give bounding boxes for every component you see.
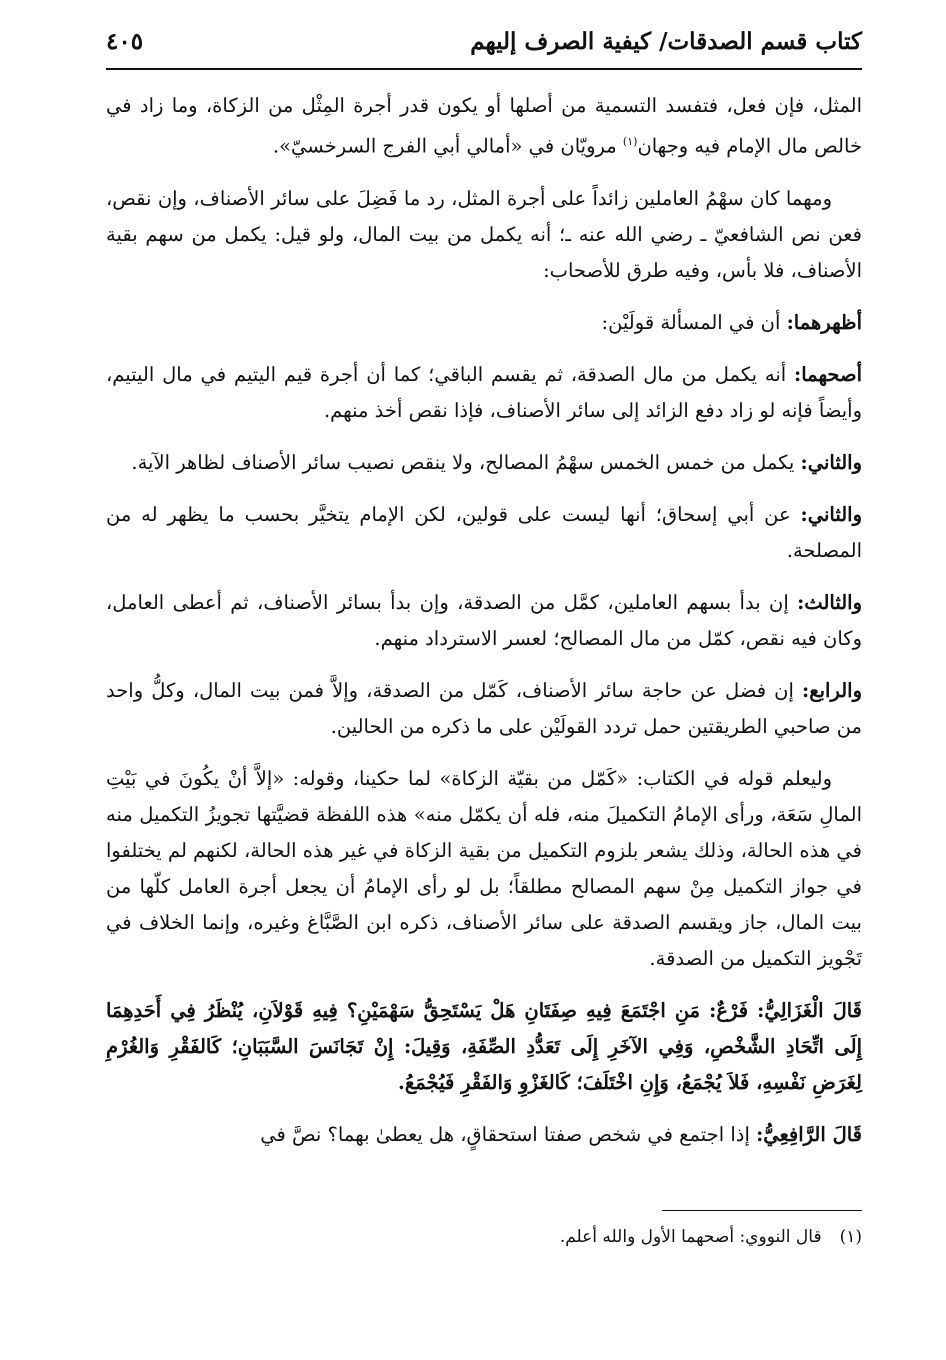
- paragraph-4: [106, 357, 862, 429]
- paragraph-text: فَرْعٌ: مَنِ اجْتَمَعَ فِيهِ صِفَتَانِ هَلْ يَسْتَحِقُّ سَهْمَيْنِ؟ فِيهِ قَوْلاَنِ، يُنْظَرُ فِي أَحَدِهِمَا إِلَى اتِّحَادِ الشَّخْصِ، وَفِي الآخَرِ إِلَى تَعَدُّدِ الصِّفَةِ، وَقِيلَ: إِنْ تَجَانَسَ السَّبَبَانِ؛ كَالفَقْرِ وَالغُرْمِ لِغَرَضِ نَفْسِهِ، فَلاَ يُجْمَعُ، وَإِنِ اخْتَلَفَ؛ كَالغَزْوِ وَالفَقْرِ فَيُجْمَعُ.: [106, 998, 862, 1094]
- page-number: ٤٠٥: [106, 28, 144, 55]
- paragraph-text: أن في المسألة قولَيْن:: [601, 310, 787, 334]
- paragraph-label: قَالَ الْغَزَالِيُّ:: [757, 998, 863, 1022]
- page-header: [106, 26, 862, 70]
- paragraph-3: [106, 305, 862, 341]
- paragraph-text: إن بدأ بسهم العاملين، كمَّل من الصدقة، وإن بدأ بسائر الأصناف، ثم أعطى العامل، وكان فيه نقص، كمّل من مال المصالح؛ لعسر الاسترداد منهم.: [106, 590, 862, 650]
- running-title: كتاب قسم الصدقات/ كيفية الصرف إليهم: [470, 28, 862, 55]
- paragraph-label: والثالث:: [797, 590, 862, 614]
- paragraph-text: إذا اجتمع في شخص صفتا استحقاقٍ، هل يعطىٰ بهما؟ نصَّ في: [260, 1122, 757, 1146]
- paragraph-1: [106, 88, 862, 165]
- paragraph-label: والرابع:: [802, 678, 863, 702]
- paragraph-ghazali: [106, 993, 862, 1101]
- paragraph-label: قَالَ الرَّافِعِيُّ:: [756, 1122, 862, 1146]
- paragraph-text: عن أبي إسحاق؛ أنها ليست على قولين، لكن الإمام يتخيَّر بحسب ما يظهر له من المصلحة.: [106, 502, 862, 562]
- paragraph-9: [106, 761, 862, 977]
- footnote-text: قال النووي: أصحهما الأول والله أعلم.: [559, 1227, 822, 1247]
- paragraph-label: أظهرهما:: [786, 310, 862, 334]
- paragraph-text: يكمل من خمس الخمس سهْمُ المصالح، ولا ينقص نصيب سائر الأصناف لظاهر الآية.: [131, 450, 801, 474]
- paragraph-text: أنه يكمل من مال الصدقة، ثم يقسم الباقي؛ كما أن أجرة قيم اليتيم في مال اليتيم، وأيضاً فإنه لو زاد دفع الزائد إلى سائر الأصناف، فإذا نقص أخذ منهم.: [106, 362, 862, 422]
- paragraph-2: [106, 181, 862, 289]
- paragraph-label: أصحهما:: [794, 362, 862, 386]
- paragraph-6: [106, 497, 862, 569]
- paragraph-label: والثاني:: [800, 450, 862, 474]
- footnote: [106, 1222, 862, 1252]
- paragraph-text: ومهما كان سهْمُ العاملين زائداً على أجرة المثل، رد ما فَضِلَ على سائر الأصناف، وإن نقص، فعن نص الشافعيّ ـ رضي الله عنه ـ؛ أنه يكمل من بيت المال، ولو قيل: يكمل من سهم بقية الأصناف، فلا بأس، وفيه طرق للأصحاب:: [106, 186, 862, 282]
- paragraph-text: إن فضل عن حاجة سائر الأصناف، كَمّل من الصدقة، وإلاَّ فمن بيت المال، وكلُّ واحد من صاحبي الطريقتين حمل تردد القولَيْن على ما ذكره من الحالين.: [106, 678, 862, 738]
- paragraph-text-tail: مرويّان في «أمالي أبي الفرج السرخسيّ».: [272, 134, 623, 158]
- paragraph-5: [106, 445, 862, 481]
- footnote-divider: [662, 1210, 862, 1211]
- paragraph-label: والثاني:: [800, 502, 862, 526]
- paragraph-text: المثل، فإن فعل، فتفسد التسمية من أصلها أو يكون قدر أجرة المِثْل من الزكاة، وما زاد في خالص مال الإمام فيه وجهان: [106, 94, 862, 158]
- paragraph-rafii: [106, 1117, 862, 1153]
- paragraph-text: وليعلم قوله في الكتاب: «كَمّل من بقيّة الزكاة» لما حكينا، وقوله: «إلاَّ أنْ يكُونَ في بَيْتِ المالِ سَعَة، ورأى الإمامُ التكميلَ منه، فله أن يكمّل منه» هذه اللفظة قضيَّتها تجويزُ التكميل منه في هذه الحالة، وذلك يشعر بلزوم التكميل من بقية الزكاة في غير هذه الحالة، لكنهم لم يختلفوا في جواز التكميل مِنْ سهم المصالح مطلقاً؛ بل لو رأى الإمامُ أن يجعل أجرة العامل كلّها من بيت المال، جاز ويقسم الصدقة على سائر الأصناف، ذكره ابن الصَّبَّاغ وغيره، وإنما الخلاف في تَجْويز التكميل من الصدقة.: [106, 766, 862, 970]
- footnote-number: (١): [839, 1227, 862, 1247]
- paragraph-8: [106, 673, 862, 745]
- paragraph-7: [106, 585, 862, 657]
- page-body: [106, 88, 862, 1169]
- footnote-ref: (١): [622, 135, 638, 148]
